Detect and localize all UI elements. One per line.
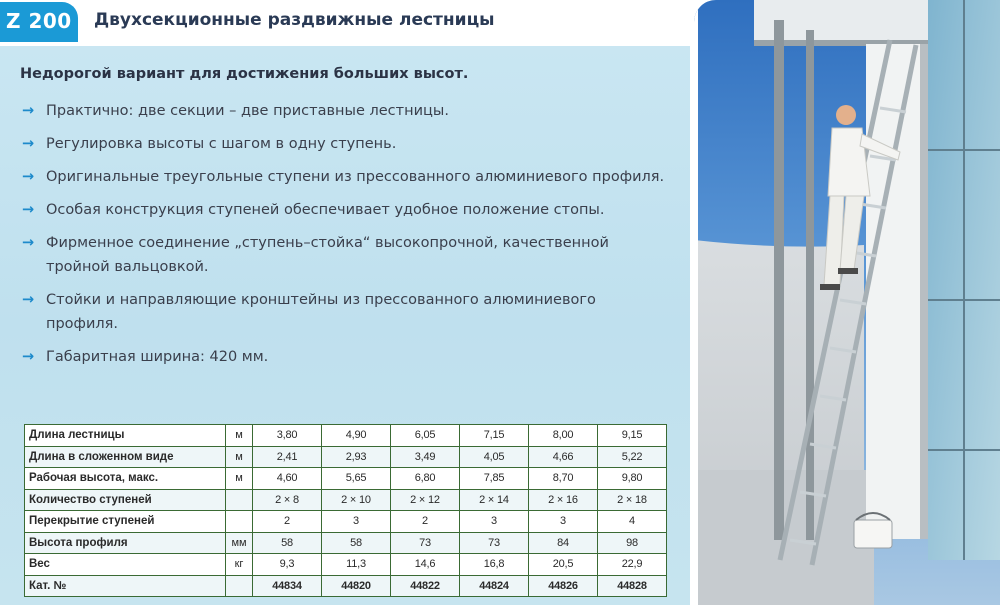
table-row [25, 425, 667, 447]
table-cell: 5,65 [322, 468, 391, 490]
arrow-icon: → [22, 292, 35, 308]
row-label: Рабочая высота, макс. [25, 468, 226, 490]
spec-table [24, 424, 667, 597]
table-cell: 44820 [322, 575, 391, 597]
list-item [22, 288, 672, 336]
table-cell: 2 [253, 511, 322, 533]
table-cell: 8,70 [529, 468, 598, 490]
rain-pipe [806, 30, 814, 540]
list-item [22, 99, 672, 123]
table-cell: 73 [460, 532, 529, 554]
table-cell: 44826 [529, 575, 598, 597]
row-unit: кг [226, 554, 253, 576]
list-item [22, 165, 672, 189]
table-cell: 7,15 [460, 425, 529, 447]
table-cell: 3,49 [391, 446, 460, 468]
table-cell: 44824 [460, 575, 529, 597]
row-label: Перекрытие ступеней [25, 511, 226, 533]
table-cell: 9,3 [253, 554, 322, 576]
table-cell: 98 [598, 532, 667, 554]
table-cell: 9,15 [598, 425, 667, 447]
table-cell: 5,22 [598, 446, 667, 468]
row-unit: мм [226, 532, 253, 554]
model-badge-label: Z 200 [6, 9, 72, 33]
table-cell: 2,41 [253, 446, 322, 468]
arrow-icon: → [22, 136, 35, 152]
table-cell: 8,00 [529, 425, 598, 447]
table-cell: 2 × 8 [253, 489, 322, 511]
table-row [25, 489, 667, 511]
table-cell: 2 × 10 [322, 489, 391, 511]
table-cell: 4,05 [460, 446, 529, 468]
list-item [22, 231, 672, 279]
feature-text: Особая конструкция ступеней обеспечивает удобное положение стопы. [46, 202, 605, 218]
feature-list [22, 99, 672, 369]
table-row [25, 575, 667, 597]
table-cell: 11,3 [322, 554, 391, 576]
row-unit: м [226, 468, 253, 490]
table-cell: 14,6 [391, 554, 460, 576]
table-cell: 2 × 18 [598, 489, 667, 511]
table-cell: 9,80 [598, 468, 667, 490]
table-cell: 73 [391, 532, 460, 554]
row-label: Вес [25, 554, 226, 576]
list-item [22, 132, 672, 156]
feature-text: Габаритная ширина: 420 мм. [46, 349, 269, 365]
row-unit [226, 489, 253, 511]
model-badge [0, 2, 78, 42]
row-unit: м [226, 446, 253, 468]
table-row [25, 554, 667, 576]
table-cell: 2 × 12 [391, 489, 460, 511]
rain-pipe [774, 20, 784, 540]
table-cell: 22,9 [598, 554, 667, 576]
table-cell: 4,60 [253, 468, 322, 490]
row-label: Длина в сложенном виде [25, 446, 226, 468]
table-cell: 58 [322, 532, 391, 554]
table-cell: 2,93 [322, 446, 391, 468]
pillar-edge [920, 44, 928, 539]
table-row [25, 446, 667, 468]
feature-text: Фирменное соединение „ступень–стойка“ высокопрочной, качественной тройной вальцовкой. [46, 235, 609, 275]
row-label: Количество ступеней [25, 489, 226, 511]
list-item [22, 345, 672, 369]
table-cell: 44828 [598, 575, 667, 597]
row-label: Высота профиля [25, 532, 226, 554]
table-cell: 84 [529, 532, 598, 554]
feature-text: Практично: две секции – две приставные лестницы. [46, 103, 449, 119]
table-cell: 4,90 [322, 425, 391, 447]
feature-text: Оригинальные треугольные ступени из прессованного алюминиевого профиля. [46, 169, 665, 185]
table-cell: 2 × 14 [460, 489, 529, 511]
table-cell: 2 [391, 511, 460, 533]
arrow-icon: → [22, 235, 35, 251]
lead-text: Недорогой вариант для достижения больших высот. [20, 66, 469, 82]
table-cell: 3 [322, 511, 391, 533]
table-cell: 6,80 [391, 468, 460, 490]
row-unit [226, 511, 253, 533]
product-photo [694, 0, 1000, 605]
table-cell: 44822 [391, 575, 460, 597]
row-label: Длина лестницы [25, 425, 226, 447]
table-cell: 6,05 [391, 425, 460, 447]
table-row [25, 468, 667, 490]
table-row [25, 511, 667, 533]
table-row [25, 532, 667, 554]
table-cell: 44834 [253, 575, 322, 597]
row-label: Кат. № [25, 575, 226, 597]
feature-text: Стойки и направляющие кронштейны из прессованного алюминиевого профиля. [46, 292, 596, 332]
product-photo-illustration [694, 0, 1000, 605]
feature-text: Регулировка высоты с шагом в одну ступень. [46, 136, 397, 152]
row-unit [226, 575, 253, 597]
arrow-icon: → [22, 349, 35, 365]
table-cell: 4 [598, 511, 667, 533]
arrow-icon: → [22, 202, 35, 218]
table-cell: 16,8 [460, 554, 529, 576]
table-cell: 3 [529, 511, 598, 533]
list-item [22, 198, 672, 222]
table-cell: 2 × 16 [529, 489, 598, 511]
table-cell: 20,5 [529, 554, 598, 576]
table-cell: 3 [460, 511, 529, 533]
photo-border [694, 0, 698, 605]
page-title: Двухсекционные раздвижные лестницы [94, 10, 495, 30]
table-cell: 58 [253, 532, 322, 554]
arrow-icon: → [22, 103, 35, 119]
row-unit: м [226, 425, 253, 447]
table-cell: 7,85 [460, 468, 529, 490]
arrow-icon: → [22, 169, 35, 185]
table-cell: 4,66 [529, 446, 598, 468]
table-cell: 3,80 [253, 425, 322, 447]
